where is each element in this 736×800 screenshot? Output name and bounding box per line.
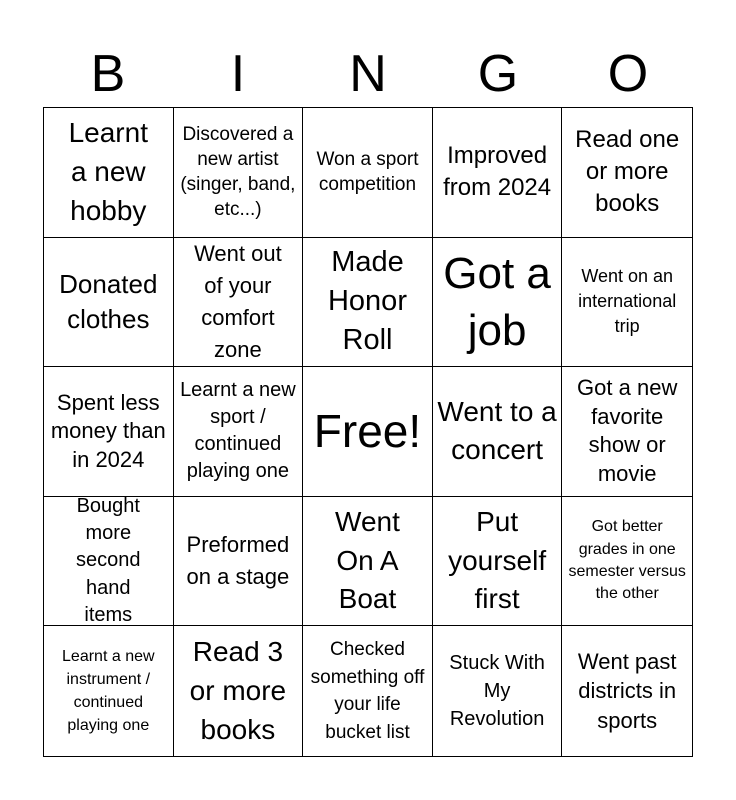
cell-label: Spent less money than in 2024 (50, 389, 166, 472)
cell-label: Got a new favorite show or movie (577, 375, 678, 487)
cell-label: Went on an international trip (578, 266, 677, 337)
bingo-cell[interactable] (433, 108, 563, 238)
bingo-cell[interactable] (303, 497, 433, 627)
cell-label: Won a sport competition (316, 149, 419, 196)
header-letter-b: B (90, 45, 126, 103)
cell-label: Learnt a new hobby (68, 117, 148, 226)
bingo-cell[interactable] (433, 497, 563, 627)
bingo-cell[interactable] (562, 238, 692, 368)
header-letter-i: I (230, 45, 246, 103)
free-space[interactable] (303, 367, 433, 497)
cell-label: Made Honor Roll (327, 246, 407, 357)
bingo-cell[interactable] (433, 238, 563, 368)
cell-label: Went past districts in sports (577, 648, 677, 734)
cell-label: Put yourself first (448, 506, 547, 615)
cell-label: Bought more second hand items (76, 496, 141, 627)
cell-label: Checked something off your life bucket list (310, 639, 425, 743)
bingo-cell[interactable] (433, 626, 563, 756)
bingo-cell[interactable] (174, 108, 304, 238)
cell-label: Got a job (443, 248, 551, 355)
bingo-header (43, 40, 693, 108)
bingo-cell[interactable] (303, 238, 433, 368)
bingo-cell[interactable] (174, 238, 304, 368)
cell-label: Free! (313, 405, 422, 458)
bingo-cell[interactable] (562, 108, 692, 238)
cell-label: Donated clothes (59, 268, 158, 334)
bingo-cell[interactable] (174, 497, 304, 627)
cell-label: Learnt a new instrument / continued playing one (62, 647, 155, 735)
bingo-cell[interactable] (433, 367, 563, 497)
cell-label: Learnt a new sport / continued playing one (180, 379, 296, 483)
header-letter-n: N (349, 45, 387, 103)
bingo-cell[interactable] (562, 367, 692, 497)
header-letter-o: O (607, 45, 649, 103)
bingo-cell[interactable] (44, 238, 174, 368)
cell-label: Got better grades in one semester versus the other (568, 518, 686, 603)
bingo-cell[interactable] (44, 497, 174, 627)
cell-label: Discovered a new artist (singer, band, etc...) (180, 124, 296, 221)
bingo-cell[interactable] (44, 626, 174, 756)
header-letter-g: G (477, 45, 519, 103)
bingo-cell[interactable] (174, 367, 304, 497)
bingo-cell[interactable] (562, 626, 692, 756)
bingo-cell[interactable] (174, 626, 304, 756)
bingo-cell[interactable] (44, 367, 174, 497)
cell-label: Went out of your comfort zone (194, 241, 282, 362)
bingo-cell[interactable] (562, 497, 692, 627)
cell-label: Preformed on a stage (186, 532, 290, 590)
cell-label: Stuck With My Revolution (449, 652, 545, 731)
bingo-cell[interactable] (44, 108, 174, 238)
bingo-cell[interactable] (303, 626, 433, 756)
cell-label: Read one or more books (575, 125, 680, 218)
bingo-board (43, 107, 693, 757)
cell-label: Went to a concert (437, 395, 557, 466)
cell-label: Improved from 2024 (443, 141, 552, 202)
cell-label: Read 3 or more books (189, 636, 287, 745)
bingo-cell[interactable] (303, 108, 433, 238)
cell-label: Went On A Boat (335, 506, 400, 615)
